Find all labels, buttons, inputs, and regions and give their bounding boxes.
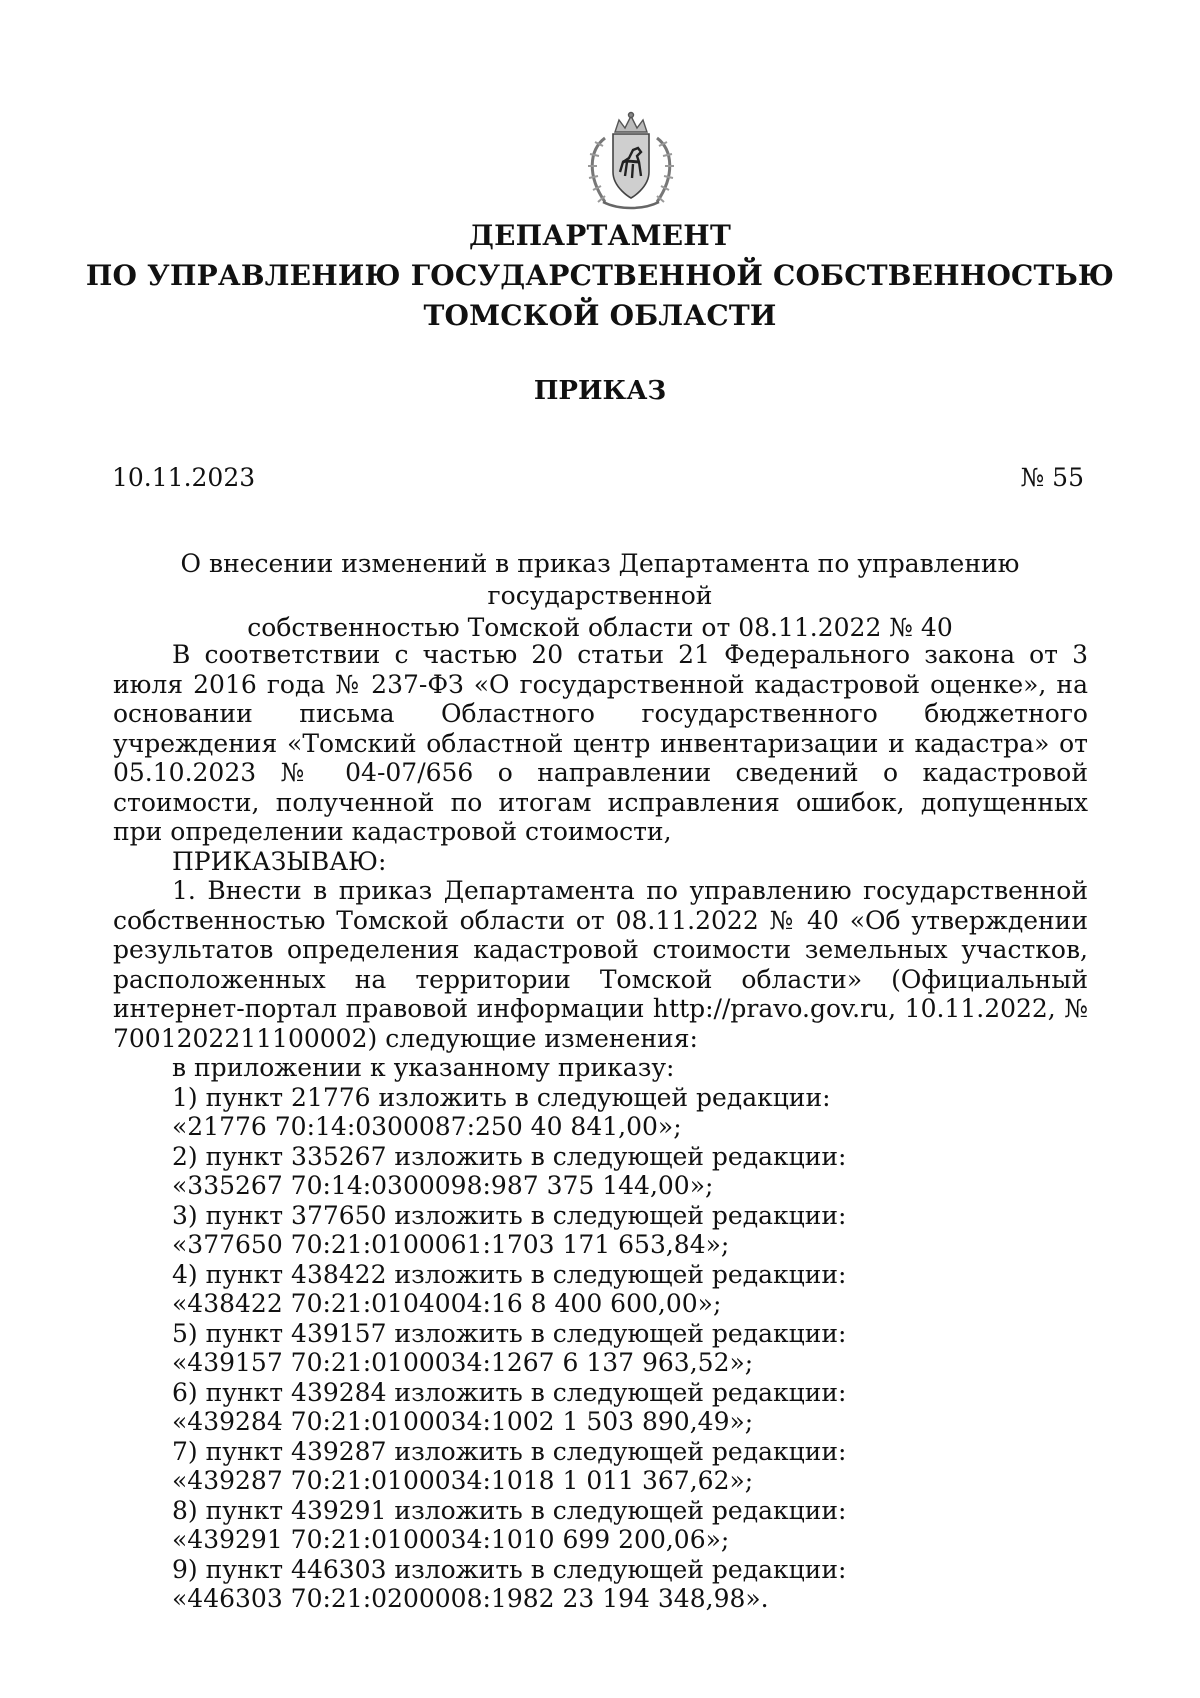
department-line-1: ДЕПАРТАМЕНТ (468, 219, 731, 252)
department-name (0, 216, 1200, 336)
amendment-text: «439287 70:21:0100034:1018 1 011 367,62»; (172, 1466, 754, 1495)
annex-intro: в приложении к указанному приказу: (172, 1053, 675, 1082)
amendment-text: «377650 70:21:0100061:1703 171 653,84»; (172, 1230, 730, 1259)
amendment-text: «446303 70:21:0200008:1982 23 194 348,98». (172, 1584, 769, 1613)
department-line-3: ТОМСКОЙ ОБЛАСТИ (423, 299, 777, 332)
amendment-text: «438422 70:21:0104004:16 8 400 600,00»; (172, 1289, 722, 1318)
amendment-instruction: 8) пункт 439291 изложить в следующей редакции: (172, 1495, 847, 1525)
amendment-instruction: 4) пункт 438422 изложить в следующей редакции: (172, 1259, 847, 1289)
subject-line-1: О внесении изменений в приказ Департамента по управлению государственной (180, 549, 1020, 610)
amendment-text: «439284 70:21:0100034:1002 1 503 890,49»; (172, 1407, 754, 1436)
order-number: № 55 (1020, 463, 1084, 492)
subject-line-2: собственностью Томской области от 08.11.2022 № 40 (247, 613, 953, 642)
order-body (113, 640, 1088, 1614)
amendment-text: «335267 70:14:0300098:987 375 144,00»; (172, 1171, 714, 1200)
coat-of-arms-icon (575, 110, 687, 214)
amendment-instruction: 3) пункт 377650 изложить в следующей редакции: (172, 1200, 847, 1230)
amendment-instruction: 1) пункт 21776 изложить в следующей редакции: (172, 1082, 831, 1112)
amendment-instruction: 7) пункт 439287 изложить в следующей редакции: (172, 1436, 847, 1466)
item-1-paragraph: 1. Внести в приказ Департамента по управлению государственной собственностью Томской области от 08.11.2022 № 40 «Об утверждении результатов определения кадастровой стоимости земельных участков, расположенных на территории Томской области» (Официальный интернет-портал правовой информации http://pravo.gov.ru, 10.11.2022, № 7001202211100002) следующие изменения: (113, 876, 1088, 1053)
amendment-text: «439291 70:21:0100034:1010 699 200,06»; (172, 1525, 730, 1554)
preamble-paragraph: В соответствии с частью 20 статьи 21 Федерального закона от 3 июля 2016 года № 237-ФЗ «О государственной кадастровой оценке», на основании письма Областного государственного бюджетного учреждения «Томский областной центр инвентаризации и кадастра» от 05.10.2023 № 04-07/656 о направлении сведений о кадастровой стоимости, полученной по итогам исправления ошибок, допущенных при определении кадастровой стоимости, (113, 640, 1088, 846)
document-type-title: ПРИКАЗ (533, 376, 667, 406)
amendment-instruction: 2) пункт 335267 изложить в следующей редакции: (172, 1141, 847, 1171)
order-word: ПРИКАЗЫВАЮ: (172, 846, 387, 876)
department-line-2: ПО УПРАВЛЕНИЮ ГОСУДАРСТВЕННОЙ СОБСТВЕННОСТЬЮ (85, 259, 1115, 292)
amendment-text: «439157 70:21:0100034:1267 6 137 963,52»; (172, 1348, 754, 1377)
order-subject (150, 548, 1050, 644)
amendment-instruction: 6) пункт 439284 изложить в следующей редакции: (172, 1377, 847, 1407)
order-date: 10.11.2023 (112, 463, 256, 492)
amendment-instruction: 9) пункт 446303 изложить в следующей редакции: (172, 1554, 847, 1584)
amendment-text: «21776 70:14:0300087:250 40 841,00»; (172, 1112, 682, 1141)
amendment-instruction: 5) пункт 439157 изложить в следующей редакции: (172, 1318, 847, 1348)
